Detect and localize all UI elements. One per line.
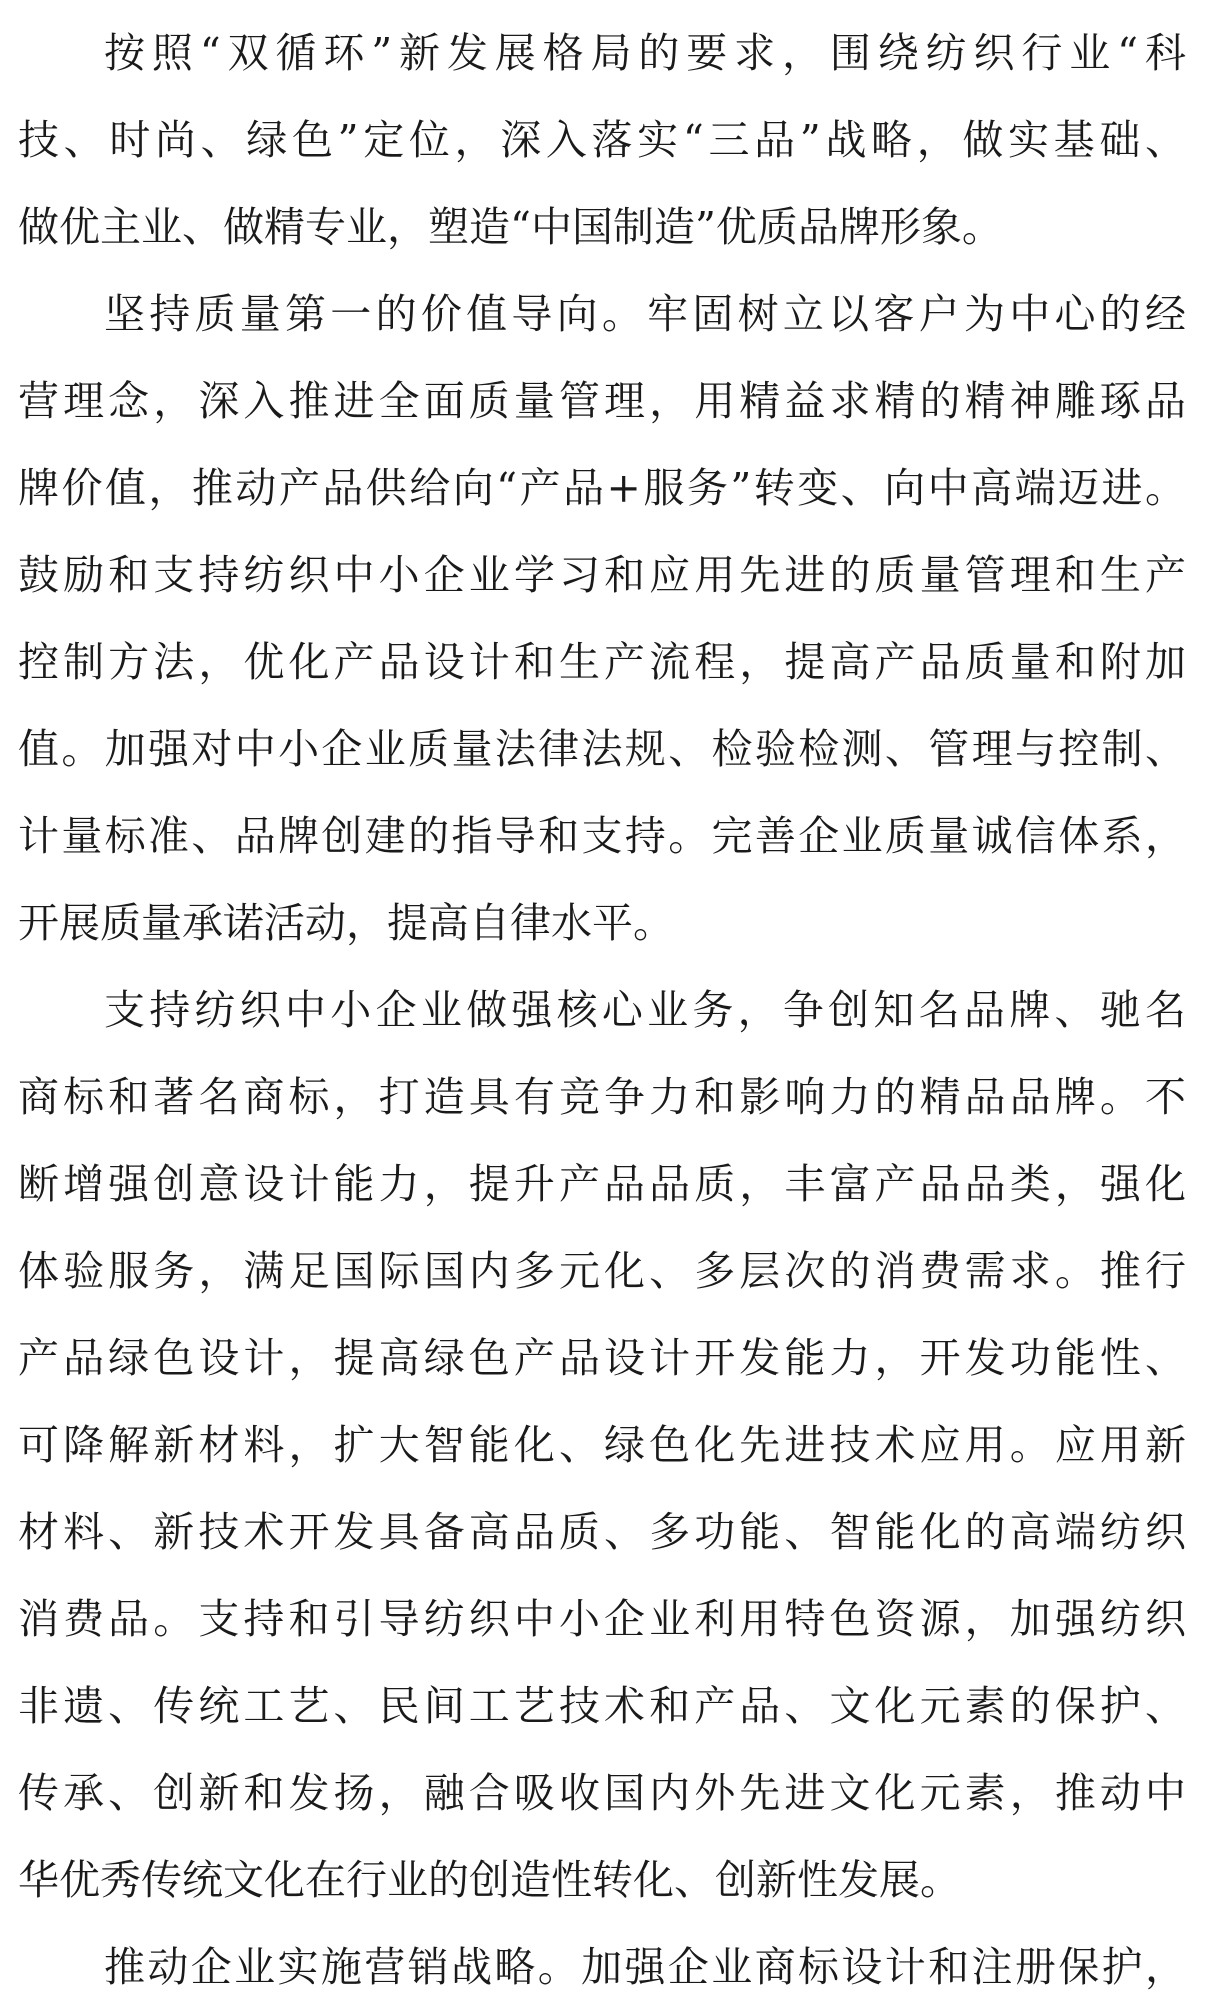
text-line: 技、时尚、绿色”定位，深入落实“三品”战略，做实基础、 bbox=[18, 116, 1186, 164]
text-line: 推动企业实施营销战略。加强企业商标设计和注册保护， bbox=[104, 1943, 1186, 1991]
text-line: 消费品。支持和引导纺织中小企业利用特色资源，加强纺织 bbox=[18, 1595, 1186, 1643]
text-line: 支持纺织中小企业做强核心业务，争创知名品牌、驰名 bbox=[104, 986, 1186, 1034]
text-line: 体验服务，满足国际国内多元化、多层次的消费需求。推行 bbox=[18, 1247, 1186, 1295]
text-line: 坚持质量第一的价值导向。牢固树立以客户为中心的经 bbox=[104, 290, 1186, 338]
text-line: 值。加强对中小企业质量法律法规、检验检测、管理与控制、 bbox=[18, 725, 1186, 773]
text-line: 材料、新技术开发具备高品质、多功能、智能化的高端纺织 bbox=[18, 1508, 1186, 1556]
text-line: 控制方法，优化产品设计和生产流程，提高产品质量和附加 bbox=[18, 638, 1186, 686]
text-line: 产品绿色设计，提高绿色产品设计开发能力，开发功能性、 bbox=[18, 1334, 1186, 1382]
paragraph-3 bbox=[18, 967, 1186, 1924]
text-line: 计量标准、品牌创建的指导和支持。完善企业质量诚信体系， bbox=[18, 812, 1186, 860]
paragraph-4 bbox=[18, 1924, 1186, 2011]
document-page bbox=[18, 10, 1186, 2011]
text-line: 断增强创意设计能力，提升产品品质，丰富产品品类，强化 bbox=[18, 1160, 1186, 1208]
paragraph-1 bbox=[18, 10, 1186, 271]
text-line: 牌价值，推动产品供给向“产品+服务”转变、向中高端迈进。 bbox=[18, 464, 1186, 512]
text-line: 营理念，深入推进全面质量管理，用精益求精的精神雕琢品 bbox=[18, 377, 1186, 425]
text-line: 商标和著名商标，打造具有竞争力和影响力的精品品牌。不 bbox=[18, 1073, 1186, 1121]
text-line: 鼓励和支持纺织中小企业学习和应用先进的质量管理和生产 bbox=[18, 551, 1186, 599]
text-line: 非遗、传统工艺、民间工艺技术和产品、文化元素的保护、 bbox=[18, 1682, 1186, 1730]
text-line: 传承、创新和发扬，融合吸收国内外先进文化元素，推动中 bbox=[18, 1769, 1186, 1817]
text-line: 可降解新材料，扩大智能化、绿色化先进技术应用。应用新 bbox=[18, 1421, 1186, 1469]
text-line: 按照“双循环”新发展格局的要求，围绕纺织行业“科 bbox=[104, 29, 1186, 77]
text-line: 开展质量承诺活动，提高自律水平。 bbox=[18, 899, 674, 947]
text-line: 做优主业、做精专业，塑造“中国制造”优质品牌形象。 bbox=[18, 203, 1003, 251]
text-line: 华优秀传统文化在行业的创造性转化、创新性发展。 bbox=[18, 1856, 961, 1904]
paragraph-2 bbox=[18, 271, 1186, 967]
